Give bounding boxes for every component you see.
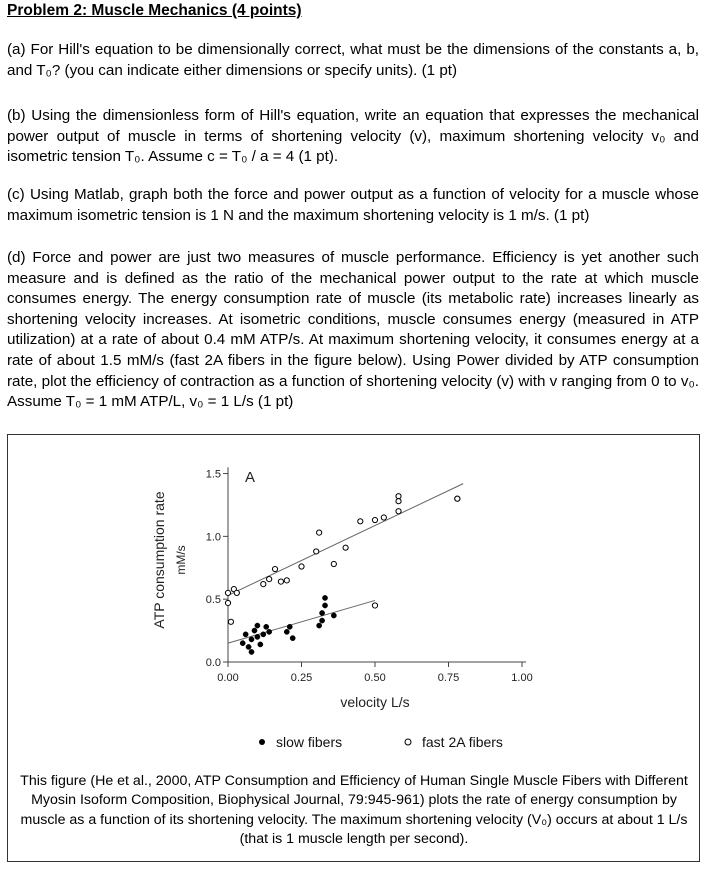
legend-slow-marker	[259, 739, 265, 745]
slow-fiber-point	[249, 637, 254, 642]
fast-fiber-point	[396, 509, 401, 514]
figure-caption: This figure (He et al., 2000, ATP Consumption and Efficiency of Human Single Muscle Fibers with Different Myosin Isoform Composition, Biophysical Journal, 79:945-961) plots the rate of energy consumption by muscle as a function of its shortening velocity. The maximum shortening velocity (V₀) occurs at about 1 L/s (that is 1 muscle length per second).	[20, 773, 688, 848]
part-b-text: (b) Using the dimensionless form of Hill's equation, write an equation that expresses the mechanical power output of muscle in terms of shortening velocity (v), maximum shortening velocity v₀ and isometric tension T₀. Assume c = T₀ / a = 4 (1 pt).	[7, 107, 699, 166]
slow-fiber-point	[264, 624, 269, 629]
fast-fiber-point	[228, 619, 233, 624]
fast-fiber-point	[314, 549, 319, 554]
fast-fiber-point	[343, 545, 348, 550]
slow-fiber-point	[331, 613, 336, 618]
slow-fiber-point	[249, 649, 254, 654]
x-axis-title: velocity L/s	[340, 694, 410, 710]
fast-fiber-point	[261, 582, 266, 587]
fast-fiber-point	[372, 603, 377, 608]
slow-fiber-point	[319, 610, 324, 615]
slow-fiber-point	[284, 629, 289, 634]
y-tick-label: 1.0	[205, 531, 221, 544]
chart-points	[225, 494, 460, 655]
x-tick-label: 0.00	[217, 672, 239, 684]
fast-fiber-point	[272, 566, 277, 571]
fast-fiber-point	[396, 499, 401, 504]
slow-fiber-point	[246, 644, 251, 649]
fast-fiber-point	[381, 515, 386, 520]
x-tick-label: 0.25	[290, 672, 313, 684]
slow-fiber-point	[322, 595, 327, 600]
slow-fiber-point	[258, 642, 263, 647]
slow-fiber-point	[243, 632, 248, 637]
part-c-text: (c) Using Matlab, graph both the force and power output as a function of velocity for a muscle whose maximum isometric tension is 1 N and the maximum shortening velocity is 1 m/s. (1 pt)	[7, 186, 699, 224]
legend-fast-marker	[405, 739, 411, 745]
y-tick-label: 1.5	[205, 468, 221, 481]
y-tick-label: 0.5	[205, 594, 221, 607]
problem-title: Problem 2: Muscle Mechanics (4 points)	[7, 2, 302, 19]
part-a-text: (a) For Hill's equation to be dimensionally correct, what must be the dimensions of the constants a, b, and T₀? (you can indicate either dimensions or specify units). (1 pt)	[7, 41, 699, 79]
slow-fiber-point	[317, 623, 322, 628]
slow-fiber-point	[255, 623, 260, 628]
legend-fast-label: fast 2A fibers	[422, 734, 503, 750]
chart-axes	[223, 467, 526, 667]
fast-fiber-point	[267, 576, 272, 581]
slow-fiber-point	[322, 603, 327, 608]
slow-fiber-point	[267, 629, 272, 634]
fast-fiber-point	[331, 561, 336, 566]
slow-fiber-point	[252, 628, 257, 633]
fast-fiber-point	[455, 496, 460, 501]
y-axis-title: ATP consumption rate	[151, 491, 167, 629]
fast-fiber-point	[317, 530, 322, 535]
slow-fiber-point	[255, 634, 260, 639]
slow-fiber-point	[290, 636, 295, 641]
slow-fiber-point	[319, 618, 324, 623]
panel-label: A	[244, 469, 256, 486]
y-axis-unit: mM/s	[174, 545, 188, 575]
chart-labels	[151, 469, 533, 750]
fast-fiber-point	[299, 564, 304, 569]
slow-fiber-point	[240, 641, 245, 646]
fit-line	[228, 484, 463, 596]
y-tick-label: 0.0	[205, 657, 221, 669]
chart-fit-lines	[228, 484, 463, 644]
part-d-text: (d) Force and power are just two measures of muscle performance. Efficiency is yet another such measure and is defined as the ratio of the mechanical power output to the rate at which muscle consumes energy. The energy consumption rate of muscle (its metabolic rate) increases linearly as shortening velocity increases. At isometric conditions, muscle consumes energy (measured in ATP utilization) at a rate of about 0.4 mM ATP/s. At maximum shortening velocity, it consumes energy at a rate of about 1.5 mM/s (fast 2A fibers in the figure below). Using Power divided by ATP consumption rate, plot the efficiency of contraction as a function of shortening velocity (v) with v ranging from 0 to v₀. Assume T₀ = 1 mM ATP/L, v₀ = 1 L/s (1 pt)	[7, 249, 699, 411]
fast-fiber-point	[234, 590, 239, 595]
x-tick-label: 1.00	[511, 672, 533, 684]
fast-fiber-point	[225, 600, 230, 605]
x-tick-label: 0.50	[364, 672, 386, 684]
fast-fiber-point	[358, 519, 363, 524]
fit-line	[228, 600, 375, 643]
fast-fiber-point	[372, 517, 377, 522]
fast-fiber-point	[396, 494, 401, 499]
slow-fiber-point	[287, 624, 292, 629]
fast-fiber-point	[278, 579, 283, 584]
fast-fiber-point	[225, 590, 230, 595]
fast-fiber-point	[284, 578, 289, 583]
x-tick-label: 0.75	[437, 672, 460, 684]
slow-fiber-point	[261, 632, 266, 637]
legend-slow-label: slow fibers	[276, 734, 343, 750]
